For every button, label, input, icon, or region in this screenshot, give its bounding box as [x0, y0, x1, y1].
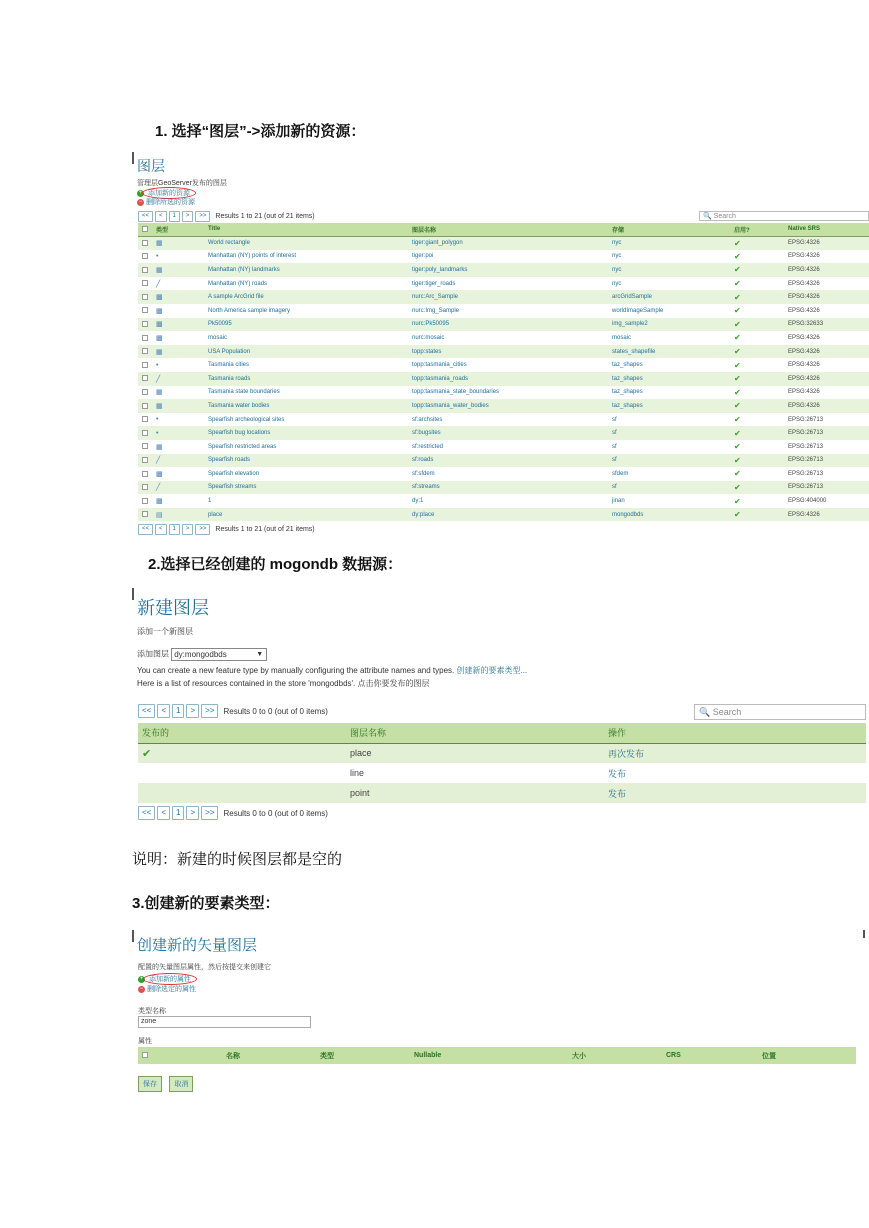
table-row [138, 386, 869, 400]
col-crs[interactable]: CRS [662, 1047, 758, 1064]
frame-corner [132, 588, 134, 600]
search-icon: 🔍 [699, 707, 711, 717]
create-feature-text [137, 665, 527, 676]
row-checkbox[interactable] [138, 318, 152, 332]
store-link[interactable]: sf [608, 454, 730, 468]
search-input[interactable] [694, 704, 866, 720]
enabled-check-icon: ✔ [734, 415, 741, 425]
section-1-heading [155, 120, 365, 141]
layer-name-link[interactable]: sf:archsites [412, 416, 443, 423]
layer-name: point [346, 783, 604, 803]
pager-last-button[interactable]: >> [201, 806, 218, 820]
row-checkbox[interactable] [138, 345, 152, 359]
store-link[interactable]: nyc [612, 253, 622, 260]
col-native-srs[interactable]: Native SRS [784, 223, 869, 236]
layer-name-link[interactable]: tiger:giant_polygon [408, 236, 608, 250]
select-all-checkbox[interactable] [138, 223, 152, 236]
col-enabled[interactable]: 启用? [730, 223, 784, 236]
pager-bottom [138, 806, 328, 820]
store-select-label: 添加图层 [137, 649, 169, 659]
row-checkbox[interactable] [138, 386, 152, 400]
search-placeholder: Search [712, 707, 742, 717]
table-row [138, 399, 869, 413]
table-row [138, 426, 869, 440]
layers-table [138, 223, 869, 521]
raster-icon: ▩ [156, 498, 163, 506]
row-checkbox[interactable] [138, 426, 152, 440]
table-row [138, 372, 869, 386]
select-all-checkbox[interactable] [138, 1047, 222, 1064]
native-srs: EPSG:26713 [788, 443, 824, 450]
enabled-check-icon: ✔ [734, 387, 741, 397]
table-row [138, 277, 869, 291]
page-title: 图层 [137, 158, 165, 174]
layer-name-link[interactable]: topp:tasmania_state_boundaries [412, 389, 500, 396]
section-2-heading [148, 553, 402, 574]
native-srs: EPSG:32633 [784, 318, 869, 332]
layer-title-link[interactable]: Spearfish restricted areas [208, 443, 277, 450]
row-checkbox[interactable] [138, 277, 152, 291]
layer-name-link[interactable]: sf:roads [408, 454, 608, 468]
enabled-check-icon: ✔ [730, 481, 784, 495]
raster-icon: ▩ [156, 307, 163, 315]
form-buttons [138, 1073, 196, 1092]
page-subtitle: 添加一个新图层 [137, 627, 193, 636]
add-icon: + [139, 975, 144, 982]
store-link[interactable]: taz_shapes [608, 372, 730, 386]
col-type[interactable]: 类型 [152, 223, 204, 236]
enabled-check-icon: ✔ [730, 263, 784, 277]
table-row [138, 494, 869, 508]
store-link[interactable]: taz_shapes [612, 389, 643, 396]
enabled-check-icon: ✔ [730, 454, 784, 468]
layer-title-link[interactable]: place [204, 508, 408, 522]
table-header [138, 723, 866, 743]
store-select-value: dy:mongodbds [174, 650, 227, 659]
polygon-icon: ▦ [152, 345, 204, 359]
store-link[interactable]: jinan [612, 498, 625, 505]
layer-name: line [350, 768, 365, 778]
enabled-check-icon: ✔ [730, 372, 784, 386]
native-srs: EPSG:4326 [784, 508, 869, 522]
table-row [138, 783, 866, 803]
publish-link[interactable]: 发布 [608, 768, 627, 779]
layer-name-link[interactable]: topp:states [408, 345, 608, 359]
layer-title-link[interactable]: 1 [208, 498, 212, 505]
enabled-check-icon: ✔ [734, 251, 741, 261]
store-link[interactable]: sf [612, 443, 617, 450]
row-checkbox[interactable] [138, 290, 152, 304]
layer-name-link[interactable]: nurc:Arc_Sample [408, 290, 608, 304]
col-title[interactable]: Title [204, 223, 408, 236]
note-text: 说明：新建的时候图层都是空的 [132, 851, 343, 868]
row-checkbox[interactable] [138, 263, 152, 277]
polygon-icon: ▦ [152, 236, 204, 250]
remove-resource-link[interactable] [137, 197, 195, 207]
layer-name-link[interactable]: sf:streams [408, 481, 608, 495]
col-store[interactable]: 存储 [608, 223, 730, 236]
store-link[interactable]: arcGridSample [608, 290, 730, 304]
store-link[interactable]: nyc [608, 263, 730, 277]
layer-name-link[interactable]: nurc:mosaic [412, 334, 445, 341]
enabled-check-icon: ✔ [734, 360, 741, 370]
pager-top [138, 211, 315, 222]
published-cell [138, 763, 346, 783]
point-icon: • [156, 416, 159, 424]
create-feature-type-screenshot [132, 930, 865, 1095]
enabled-check-icon: ✔ [734, 496, 741, 506]
table-row [138, 743, 866, 763]
pager-first-button[interactable]: << [138, 806, 155, 820]
layer-name-link[interactable]: nurc:Pk50095 [408, 318, 608, 332]
col-position[interactable]: 位置 [758, 1047, 856, 1064]
store-link[interactable]: sf [612, 416, 617, 423]
store-link[interactable]: sfdem [612, 470, 629, 477]
table-header [138, 223, 869, 236]
row-checkbox[interactable] [138, 481, 152, 495]
section-1-text: 1. 选择“图层”->添加新的资源： [155, 123, 366, 140]
row-checkbox[interactable] [138, 440, 152, 454]
layer-name-link[interactable]: sf:restricted [412, 443, 444, 450]
store-select-row [137, 648, 267, 661]
create-feature-type-link[interactable]: 创建新的要素类型... [456, 666, 528, 675]
pager-top [138, 704, 328, 718]
pager-page-button[interactable]: 1 [169, 211, 180, 222]
table-row [138, 440, 869, 454]
layer-name: place [346, 743, 604, 763]
row-checkbox[interactable] [138, 494, 152, 508]
page-subtitle: 配置的矢量图层属性，然后按提交来创建它 [138, 964, 271, 971]
point-icon: • [156, 361, 159, 369]
raster-icon: ▩ [152, 318, 204, 332]
col-size[interactable]: 大小 [568, 1047, 662, 1064]
raster-icon: ▩ [156, 334, 163, 342]
cancel-button[interactable]: 取消 [169, 1076, 193, 1092]
store-link[interactable]: taz_shapes [608, 399, 730, 413]
store-link[interactable]: taz_shapes [612, 362, 643, 369]
type-name-label: 类型名称 [138, 1008, 166, 1015]
layer-title-link[interactable]: Manhattan (NY) points of interest [208, 253, 297, 260]
native-srs: EPSG:4326 [784, 290, 869, 304]
native-srs: EPSG:26713 [784, 426, 869, 440]
store-link[interactable]: nyc [612, 280, 622, 287]
search-input[interactable] [699, 211, 869, 221]
table-row [138, 331, 869, 345]
section-3-text: 3.创建新的要素类型： [132, 895, 280, 912]
store-link[interactable]: nyc [608, 236, 730, 250]
remove-resource-label[interactable]: 删除所选的资源 [145, 199, 195, 206]
layer-name-link[interactable]: topp:tasmania_cities [412, 362, 467, 369]
published-check-icon: ✔ [138, 743, 346, 763]
enabled-check-icon: ✔ [730, 290, 784, 304]
native-srs: EPSG:4326 [784, 345, 869, 359]
layer-title-link[interactable]: Tasmania cities [208, 362, 250, 369]
line-icon: ╱ [152, 372, 204, 386]
store-select[interactable] [171, 648, 267, 661]
chevron-down-icon: ▼ [256, 651, 264, 658]
row-checkbox[interactable] [138, 358, 152, 372]
native-srs: EPSG:4326 [788, 280, 820, 287]
pager-next-button[interactable]: > [182, 211, 194, 222]
native-srs: EPSG:4326 [784, 399, 869, 413]
published-cell [138, 783, 346, 803]
polygon-icon: ▦ [152, 399, 204, 413]
search-icon: 🔍 [703, 213, 712, 220]
table-row [138, 263, 869, 277]
store-link[interactable]: mosaic [612, 334, 632, 341]
layer-name-link[interactable]: tiger:poly_landmarks [408, 263, 608, 277]
polygon-icon: ▦ [152, 263, 204, 277]
enabled-check-icon: ✔ [730, 399, 784, 413]
pager-first-button[interactable]: << [138, 704, 155, 718]
pager-next-button[interactable]: > [182, 524, 194, 535]
enabled-check-icon: ✔ [734, 469, 741, 479]
native-srs: EPSG:4326 [788, 389, 820, 396]
raster-icon: ▩ [152, 290, 204, 304]
native-srs: EPSG:26713 [788, 416, 824, 423]
native-srs: EPSG:26713 [784, 481, 869, 495]
line-icon: ╱ [152, 454, 204, 468]
remove-icon: − [138, 198, 143, 205]
layers-screenshot [132, 152, 869, 538]
attributes-table-wrap [138, 1047, 856, 1064]
layer-title-link[interactable]: USA Population [204, 345, 408, 359]
layers-table-body [138, 236, 869, 521]
layer-title-link[interactable]: Spearfish elevation [208, 470, 260, 477]
pager-bottom [138, 524, 315, 535]
native-srs: EPSG:404000 [788, 498, 827, 505]
section-3-heading [132, 892, 280, 913]
point-icon: • [156, 252, 159, 260]
pager-next-button[interactable]: > [186, 704, 199, 718]
add-icon: + [138, 189, 143, 196]
layer-name-link[interactable]: tiger:poi [412, 253, 434, 260]
page-title: 创建新的矢量图层 [137, 937, 258, 954]
results-count: Results 1 to 21 (out of 21 items) [215, 526, 315, 533]
new-layer-screenshot [132, 588, 869, 823]
col-type[interactable]: 类型 [316, 1047, 410, 1064]
layer-name-link[interactable]: tiger:tiger_roads [412, 280, 456, 287]
pager-prev-button[interactable]: < [155, 524, 167, 535]
resources-table-wrap [138, 723, 866, 803]
row-checkbox[interactable] [138, 331, 152, 345]
enabled-check-icon: ✔ [730, 345, 784, 359]
col-name[interactable]: 名称 [222, 1047, 316, 1064]
frame-corner [132, 152, 134, 164]
enabled-check-icon: ✔ [734, 333, 741, 343]
layer-name-link[interactable]: sf:bugsites [408, 426, 608, 440]
table-header [138, 1047, 856, 1064]
enabled-check-icon: ✔ [730, 318, 784, 332]
layer-group-icon: ▤ [152, 508, 204, 522]
layer-name-link[interactable]: dy:1 [412, 498, 424, 505]
store-link[interactable]: mongodbds [608, 508, 730, 522]
table-row [138, 467, 869, 481]
pager-first-button[interactable]: << [138, 524, 153, 535]
layer-title-link[interactable]: North America sample imagery [208, 307, 291, 314]
layer-name-link[interactable]: dy:place [408, 508, 608, 522]
layer-title-link[interactable]: Spearfish bug locations [204, 426, 408, 440]
layer-title-link[interactable]: mosaic [208, 334, 228, 341]
table-row [138, 508, 869, 522]
native-srs: EPSG:4326 [788, 334, 820, 341]
save-button[interactable]: 保存 [138, 1076, 162, 1092]
layer-title-link[interactable]: Tasmania state boundaries [208, 389, 280, 396]
col-layer-name[interactable]: 图层名称 [408, 223, 608, 236]
pager-next-button[interactable]: > [186, 806, 199, 820]
native-srs: EPSG:4326 [788, 362, 820, 369]
layer-title-link[interactable]: Tasmania roads [204, 372, 408, 386]
layer-title-link[interactable]: Tasmania water bodies [204, 399, 408, 413]
enabled-check-icon: ✔ [734, 279, 741, 289]
type-name-input[interactable] [138, 1016, 311, 1028]
row-checkbox[interactable] [138, 399, 152, 413]
publish-link[interactable]: 发布 [604, 783, 866, 803]
polygon-icon: ▦ [156, 389, 163, 397]
store-link[interactable]: sf [608, 481, 730, 495]
col-published[interactable]: 发布的 [138, 723, 346, 743]
table-row [138, 236, 869, 250]
table-row [138, 304, 869, 318]
layer-name-link[interactable]: topp:tasmania_roads [408, 372, 608, 386]
table-row [138, 763, 866, 783]
type-name-value: zone [141, 1018, 157, 1025]
pager-prev-button[interactable]: < [157, 704, 170, 718]
table-row [138, 250, 869, 264]
enabled-check-icon: ✔ [734, 442, 741, 452]
pager-last-button[interactable]: >> [195, 524, 210, 535]
table-row [138, 290, 869, 304]
layer-name-link[interactable]: topp:tasmania_water_bodies [408, 399, 608, 413]
layer-title-link[interactable]: A sample ArcGrid file [204, 290, 408, 304]
line-icon: ╱ [156, 280, 161, 288]
layer-title-link[interactable]: Manhattan (NY) roads [208, 280, 268, 287]
point-icon: • [152, 426, 204, 440]
resources-table [138, 723, 866, 803]
table-row [138, 358, 869, 372]
pager-page-button[interactable]: 1 [172, 704, 184, 718]
native-srs: EPSG:4326 [788, 253, 820, 260]
section-2-text: 2.选择已经创建的 mogondb 数据源： [148, 556, 403, 573]
layers-table-wrap [138, 223, 869, 521]
pager-page-button[interactable]: 1 [172, 806, 184, 820]
pager-page-button[interactable]: 1 [169, 524, 180, 535]
store-link[interactable]: states_shapefile [608, 345, 730, 359]
store-resources-text: Here is a list of resources contained in the store 'mongodbds'. 点击你要发布的图层 [137, 679, 430, 688]
table-row [138, 454, 869, 468]
col-layer-name[interactable]: 图层名称 [346, 723, 604, 743]
table-row [138, 345, 869, 359]
store-link[interactable]: sf [608, 426, 730, 440]
pager-prev-button[interactable]: < [157, 806, 170, 820]
table-row [138, 413, 869, 427]
enabled-check-icon: ✔ [730, 236, 784, 250]
page-subtitle: 管理层GeoServer发布的图层 [137, 180, 227, 187]
attributes-label: 属性 [138, 1038, 152, 1045]
results-count: Results 0 to 0 (out of 0 items) [223, 706, 328, 716]
republish-link[interactable]: 再次发布 [604, 743, 866, 763]
col-nullable[interactable]: Nullable [410, 1047, 568, 1064]
layer-name-link[interactable]: sf:sfdem [412, 470, 435, 477]
native-srs: EPSG:4326 [784, 236, 869, 250]
enabled-check-icon: ✔ [734, 306, 741, 316]
add-resource-label[interactable]: 添加新的资源 [142, 187, 196, 199]
polygon-icon: ▦ [156, 443, 163, 451]
frame-corner [132, 930, 134, 942]
enabled-check-icon: ✔ [730, 508, 784, 522]
layer-title-link[interactable]: World rectangle [204, 236, 408, 250]
results-count: Results 1 to 21 (out of 21 items) [215, 213, 315, 220]
store-link[interactable]: worldImageSample [612, 307, 664, 314]
native-srs: EPSG:4326 [784, 372, 869, 386]
layer-title-link[interactable]: Spearfish streams [204, 481, 408, 495]
frame-corner [863, 930, 865, 938]
layer-title-link[interactable]: Pk50095 [204, 318, 408, 332]
results-count: Results 0 to 0 (out of 0 items) [223, 808, 328, 818]
line-icon: ╱ [152, 481, 204, 495]
store-link[interactable]: img_sample2 [608, 318, 730, 332]
pager-prev-button[interactable]: < [155, 211, 167, 222]
remove-attribute-label[interactable]: 删除选定的属性 [146, 986, 196, 993]
row-checkbox[interactable] [138, 454, 152, 468]
search-placeholder: Search [713, 213, 736, 220]
pager-last-button[interactable]: >> [201, 704, 218, 718]
row-checkbox[interactable] [138, 508, 152, 522]
col-action[interactable]: 操作 [604, 723, 866, 743]
row-checkbox[interactable] [138, 236, 152, 250]
row-checkbox[interactable] [138, 413, 152, 427]
table-row [138, 318, 869, 332]
remove-attribute-link[interactable] [138, 984, 196, 994]
row-checkbox[interactable] [138, 304, 152, 318]
row-checkbox[interactable] [138, 250, 152, 264]
layer-title-link[interactable]: Spearfish archeological sites [208, 416, 285, 423]
remove-icon: − [139, 985, 144, 992]
attributes-table [138, 1047, 856, 1064]
native-srs: EPSG:26713 [784, 454, 869, 468]
add-attribute-label[interactable]: 添加新的属性 [143, 973, 197, 985]
create-feature-description: You can create a new feature type by manually configuring the attribute names and types. [137, 666, 455, 675]
enabled-check-icon: ✔ [730, 426, 784, 440]
layer-name-link[interactable]: nurc:Img_Sample [412, 307, 460, 314]
pager-last-button[interactable]: >> [195, 211, 210, 222]
table-row [138, 481, 869, 495]
pager-first-button[interactable]: << [138, 211, 153, 222]
layer-title-link[interactable]: Spearfish roads [204, 454, 408, 468]
row-checkbox[interactable] [138, 372, 152, 386]
native-srs: EPSG:26713 [788, 470, 824, 477]
raster-icon: ▩ [156, 470, 163, 478]
native-srs: EPSG:4326 [788, 307, 820, 314]
layer-title-link[interactable]: Manhattan (NY) landmarks [204, 263, 408, 277]
native-srs: EPSG:4326 [784, 263, 869, 277]
page-title: 新建图层 [137, 598, 209, 618]
row-checkbox[interactable] [138, 467, 152, 481]
